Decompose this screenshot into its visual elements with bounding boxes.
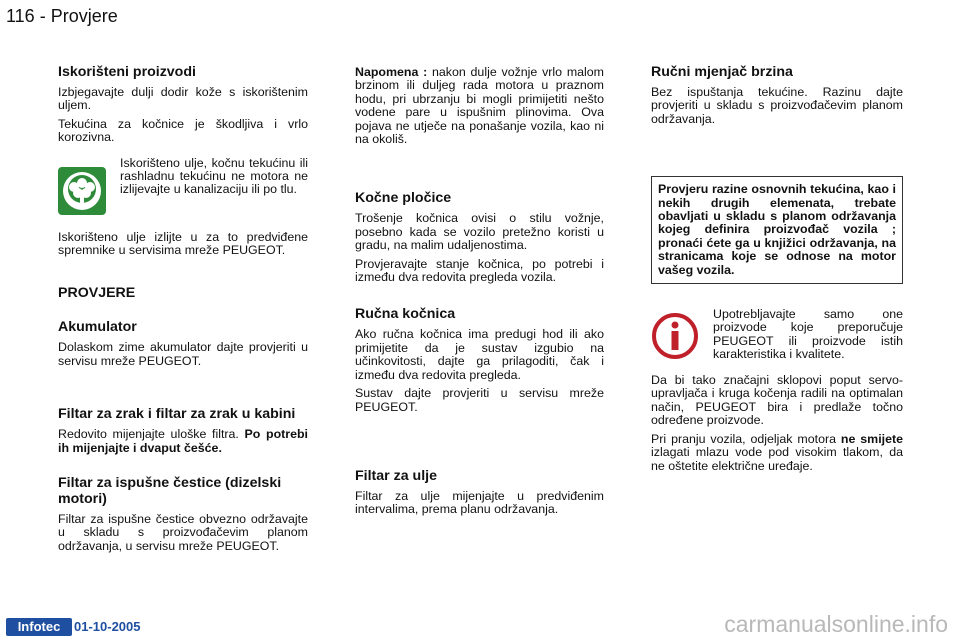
battery-text: Dolaskom zime akumulator dajte provjeriti u servisu mreže PEUGEOT. <box>58 340 308 368</box>
heading-provjere: PROVJERE <box>58 285 136 302</box>
note-paragraph <box>355 66 604 146</box>
washing-text <box>651 433 903 473</box>
column-left <box>58 64 308 558</box>
air-filter-text <box>58 428 308 455</box>
environment-note-text: Iskorišteno ulje, kočnu tekućinu ili rashladnu tekućinu ne motora ne izlijevajte u kanalizaciju ili po tlu. <box>120 155 308 197</box>
brake-pads-text-2: Provjeravajte stanje kočnica, po potrebi i između dva redovita pregleda vozila. <box>355 256 604 285</box>
maintenance-box: Provjeru razine osnovnih tekućina, kao i nekih drugih elemenata, trebate obavljati u skladu s planom održavanja kojeg definira proizvođač vozila ; pronaći ćete ga u knjižici održavanja, na stranicama koje se odnose na motor vašeg vozila. <box>651 176 903 284</box>
infotec-logo: Infotec <box>6 618 72 636</box>
washing-text-bold: ne smijete <box>840 431 903 446</box>
handbrake-text-2: Sustav dajte provjeriti u servisu mreže PEUGEOT. <box>355 386 604 414</box>
washing-text-c: izlagati mlazu vode pod visokim tlakom, da ne oštetite električne uređaje. <box>651 445 903 473</box>
brake-pads-text-1: Trošenje kočnica ovisi o stilu vožnje, posebno kada se vozilo pretežno koristi u gradu, na malim udaljenostima. <box>355 211 604 253</box>
note-text: nakon dulje vožnje vrlo malom brzinom ili duljeg rada motora u praznom hodu, pri ubrzanju bi mogli primijetiti nešto vodene pare u ispušnim plinovima. Ova pojava ne utječe na ponašanje vozila, kao ni na okoliš. <box>355 65 604 147</box>
heading-battery: Akumulator <box>58 319 137 336</box>
heading-brake-pads: Kočne pločice <box>355 190 452 207</box>
particle-filter-text: Filtar za ispušne čestice obvezno održavajte u skladu s proizvođačevim planom održavanja, u servisu mreže PEUGEOT. <box>58 512 308 553</box>
washing-text-a: Pri pranju vozila, odjeljak motora <box>651 431 841 446</box>
air-filter-text-a: Redovito mijenjajte uloške filtra. <box>58 427 245 442</box>
heading-manual-gearbox: Ručni mjenjač brzina <box>651 64 793 80</box>
footer-date: 01-10-2005 <box>74 619 141 634</box>
heading-air-filter: Filtar za zrak i filtar za zrak u kabini <box>58 406 296 423</box>
used-oil-contact-text: Izbjegavajte dulji dodir kože s iskorištenim uljem. <box>58 85 308 113</box>
info-icon <box>651 312 699 360</box>
note-label: Napomena : <box>355 65 433 79</box>
environment-note <box>58 157 308 221</box>
page-title: 116 - Provjere <box>6 6 118 26</box>
info-note <box>651 308 903 372</box>
gearbox-text: Bez ispuštanja tekućine. Razinu dajte provjeriti u skladu s proizvođačevim planom održavanja. <box>651 85 903 126</box>
heading-oil-filter: Filtar za ulje <box>355 467 437 484</box>
column-right <box>651 64 903 478</box>
products-text: Da bi tako značajni sklopovi poput servo-upravljača i kruga kočenja radili na optimalan način, PEUGEOT bira i predlaže točno određene proizvode. <box>651 373 903 428</box>
heading-handbrake: Ručna kočnica <box>355 306 456 323</box>
handbrake-text-1: Ako ručna kočnica ima predugi hod ili ako primijetite da je sustav izgubio na učinkovitosti, dajte ga prilagoditi, čak i između dva redovita pregleda. <box>355 327 604 382</box>
brake-fluid-text: Tekućina za kočnice je škodljiva i vrlo korozivna. <box>58 116 308 145</box>
heading-particle-filter: Filtar za ispušne čestice (dizelski motori) <box>58 475 282 508</box>
used-oil-disposal-text: Iskorišteno ulje izlijte u za to predviđene spremnike u servisima mreže PEUGEOT. <box>58 229 308 258</box>
oil-filter-text: Filtar za ulje mijenjajte u predviđenim intervalima, prema planu održavanja. <box>355 488 604 517</box>
air-filter-text-bold: Po potrebi ih mijenjajte i dvaput češće. <box>58 427 309 455</box>
info-note-text: Upotrebljavajte samo one proizvode koje preporučuje PEUGEOT ili proizvode istih karakteristika i kvalitete. <box>713 307 903 362</box>
column-middle <box>355 66 604 522</box>
tree-environment-icon <box>58 167 106 215</box>
heading-used-products: Iskorišteni proizvodi <box>58 64 196 80</box>
watermark: carmanualsonline.info <box>724 611 948 637</box>
